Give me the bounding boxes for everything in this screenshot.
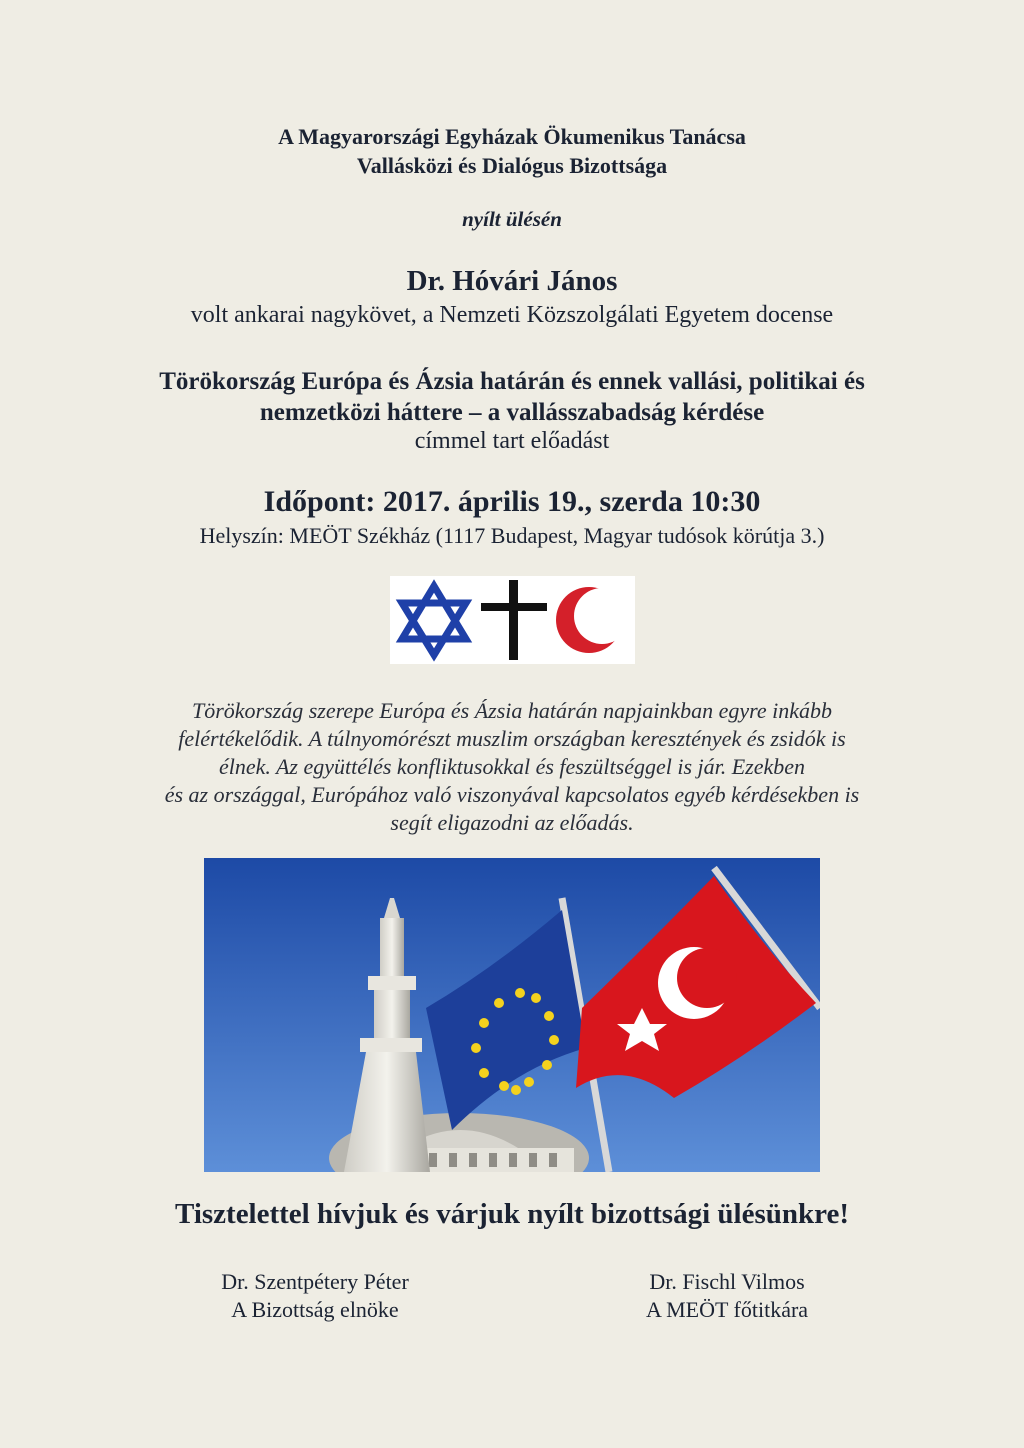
star-of-david-icon [402, 586, 466, 655]
organizer-line-1: A Magyarországi Egyházak Ökumenikus Tanácsa [278, 124, 746, 149]
signature-left [145, 1268, 485, 1324]
signatory-name: Dr. Szentpétery Péter [221, 1269, 409, 1294]
organizer-line-2: Vallásközi és Dialógus Bizottsága [356, 153, 668, 178]
signatory-title: A MEÖT főtitkára [645, 1297, 809, 1322]
signatory-title: A Bizottság elnöke [231, 1297, 399, 1322]
description-line: élnek. Az együttélés konfliktusokkal és feszültséggel is jár. Ezekben [218, 754, 806, 779]
speaker-name: Dr. Hóvári János [406, 265, 618, 297]
lecture-description [0, 697, 1024, 837]
latin-cross-icon [481, 580, 547, 660]
organizer-heading [0, 122, 1024, 180]
interfaith-symbols [390, 576, 635, 664]
event-venue: Helyszín: MEÖT Székház (1117 Budapest, Magyar tudósok körútja 3.) [199, 523, 825, 548]
mosque-flags-photo [204, 858, 820, 1172]
description-line: Törökország szerepe Európa és Ázsia határán napjainkban egyre inkább [192, 698, 832, 723]
invitation-text: Tisztelettel hívjuk és várjuk nyílt bizottsági ülésünkre! [175, 1198, 849, 1230]
description-line: és az országgal, Európához való viszonyával kapcsolatos egyéb kérdésekben is [164, 782, 860, 807]
event-date: Időpont: 2017. április 19., szerda 10:30 [263, 485, 761, 518]
lecture-suffix: címmel tart előadást [414, 428, 610, 454]
lecture-title-line-1: Törökország Európa és Ázsia határán és ennek vallási, politikai és [159, 368, 865, 395]
lecture-title [0, 366, 1024, 428]
speaker-role: volt ankarai nagykövet, a Nemzeti Közszolgálati Egyetem docense [190, 302, 834, 328]
lecture-title-line-2: nemzetközi háttere – a vallásszabadság kérdése [259, 399, 765, 426]
description-line: felértékelődik. A túlnyomórészt muszlim országban keresztények és zsidók is [178, 726, 846, 751]
signature-right [557, 1268, 897, 1324]
signatory-name: Dr. Fischl Vilmos [649, 1269, 805, 1294]
red-crescent-icon [556, 587, 630, 653]
occasion-text: nyílt ülésén [462, 207, 562, 231]
description-line: segít eligazodni az előadás. [390, 810, 634, 835]
